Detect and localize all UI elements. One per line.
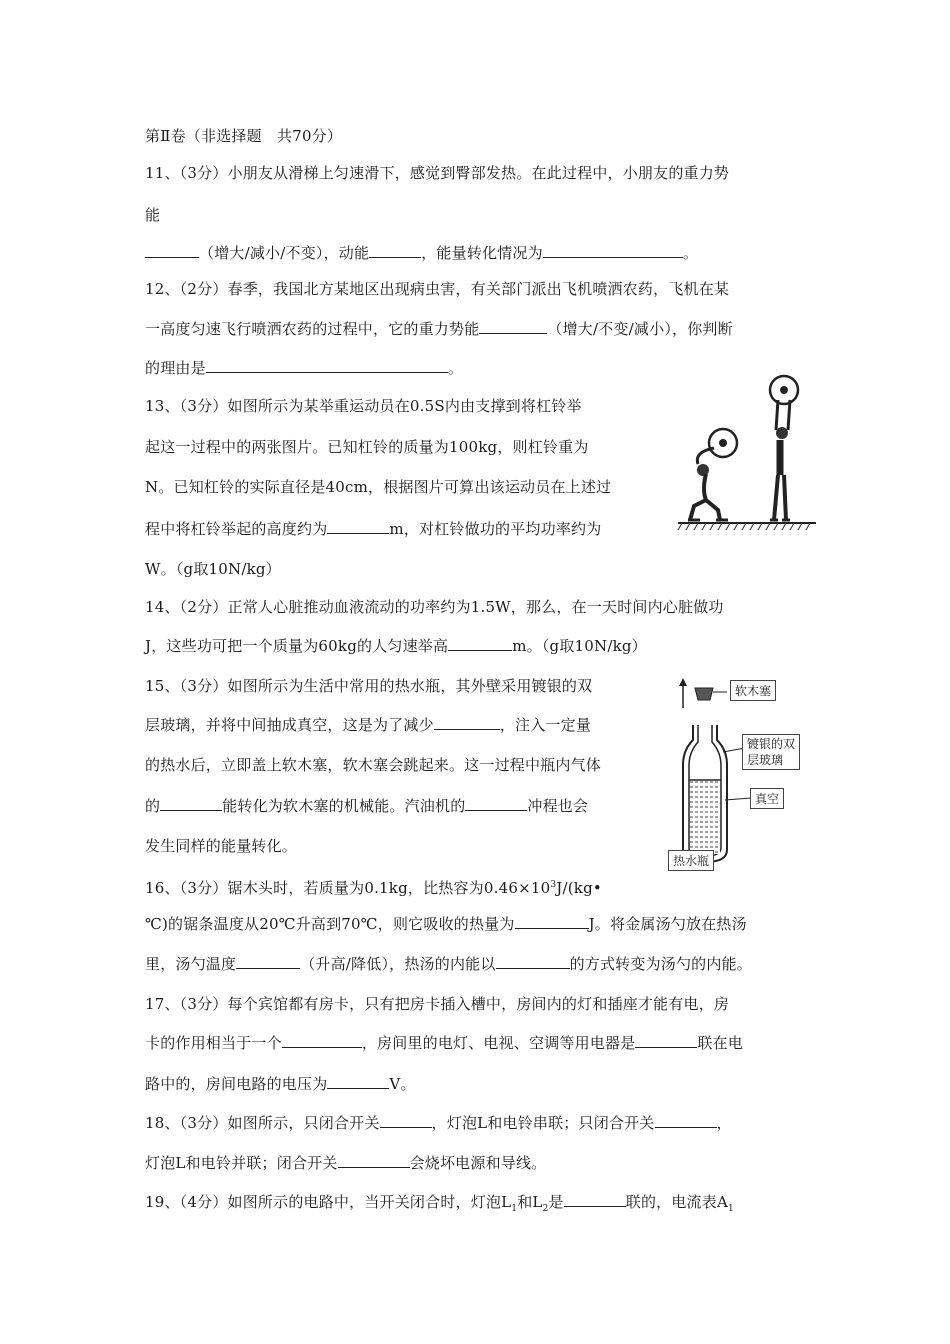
q11-line1: 11、（3分）小朋友从滑梯上匀速滑下，感觉到臀部发热。在此过程中，小朋友的重力势 bbox=[145, 164, 730, 182]
answer-blank[interactable] bbox=[369, 243, 421, 258]
q15-line5: 发生同样的能量转化。 bbox=[145, 837, 298, 855]
weightlifter-figure bbox=[676, 370, 821, 532]
q17-text-a: 卡的作用相当于一个 bbox=[145, 1034, 282, 1052]
q16-text-b: J/(kg• bbox=[556, 879, 602, 897]
q13-line4 bbox=[145, 519, 601, 539]
q15-line4 bbox=[145, 796, 588, 816]
glass-label-line2: 层玻璃 bbox=[747, 753, 784, 767]
q12-line3 bbox=[145, 358, 463, 378]
q12-text-b: （增大/不变/减小），你判断 bbox=[547, 320, 733, 338]
answer-blank[interactable] bbox=[448, 636, 512, 651]
bottle-label: 热水瓶 bbox=[668, 850, 714, 871]
q18-text-e: 会烧坏电源和导线。 bbox=[409, 1154, 547, 1172]
q12-line1: 12、（2分）春季，我国北方某地区出现病虫害，有关部门派出飞机喷洒农药，飞机在某 bbox=[145, 280, 730, 298]
q17-text-d: 路中的，房间电路的电压为 bbox=[145, 1075, 328, 1093]
q16-line1 bbox=[145, 875, 602, 898]
answer-blank[interactable] bbox=[327, 519, 389, 534]
q16-text-e: 里，汤勺温度 bbox=[145, 955, 237, 973]
q19-text-b: 和L bbox=[517, 1193, 543, 1211]
q19-sub3: 1 bbox=[727, 1204, 734, 1214]
glass-label-line1: 镀银的双 bbox=[747, 737, 796, 751]
q16-text-f: （升高/降低），热汤的内能以 bbox=[300, 955, 496, 973]
q16-sup: 3 bbox=[550, 880, 557, 890]
answer-blank[interactable] bbox=[543, 243, 683, 258]
q18-text-d: 灯泡L和电铃并联；闭合开关 bbox=[145, 1154, 338, 1172]
q12-text-d: 。 bbox=[447, 359, 464, 377]
q13-text-b: m，对杠铃做功的平均功率约为 bbox=[389, 520, 602, 538]
q19-text-a: 19、（4分）如图所示的电路中，当开关闭合时，灯泡L bbox=[145, 1193, 512, 1211]
answer-blank[interactable] bbox=[145, 243, 199, 258]
answer-blank[interactable] bbox=[282, 1033, 362, 1048]
q14-line2 bbox=[145, 636, 647, 656]
q16-text-a: 16、（3分）锯木头时，若质量为0.1kg，比热容为0.46×10 bbox=[145, 879, 551, 897]
answer-blank[interactable] bbox=[515, 914, 589, 929]
q11-text-b: ，能量转化情况为 bbox=[421, 244, 543, 262]
q11-line2: 能 bbox=[145, 206, 161, 224]
q16-line3 bbox=[145, 954, 752, 974]
q13-text-a: 程中将杠铃举起的高度约为 bbox=[145, 520, 328, 538]
q17-text-e: V。 bbox=[389, 1075, 416, 1093]
q15-line1: 15、（3分）如图所示为生活中常用的热水瓶，其外壁采用镀银的双 bbox=[145, 677, 593, 695]
answer-blank[interactable] bbox=[338, 1153, 410, 1168]
q13-line2: 起这一过程中的两张图片。已知杠铃的质量为100kg，则杠铃重为 bbox=[145, 438, 589, 456]
answer-blank[interactable] bbox=[236, 954, 300, 969]
q15-text-b: ，注入一定量 bbox=[499, 716, 592, 734]
q15-line2 bbox=[145, 715, 591, 735]
q16-text-c: ℃)的锯条温度从20℃升高到70℃，则它吸收的热量为 bbox=[145, 915, 515, 933]
answer-blank[interactable] bbox=[635, 1033, 697, 1048]
answer-blank[interactable] bbox=[465, 796, 527, 811]
answer-blank[interactable] bbox=[496, 954, 570, 969]
answer-blank[interactable] bbox=[380, 1113, 432, 1128]
cork-label: 软木塞 bbox=[730, 680, 776, 701]
q12-text-c: 的理由是 bbox=[145, 359, 206, 377]
answer-blank[interactable] bbox=[479, 319, 547, 334]
q14-text-b: m。（g取10N/kg） bbox=[512, 637, 647, 655]
q17-line2 bbox=[145, 1033, 743, 1053]
q11-line3 bbox=[145, 243, 698, 263]
q13-line3: N。已知杠铃的实际直径是40cm，根据图片可算出该运动员在上述过 bbox=[145, 478, 612, 496]
q18-line1 bbox=[145, 1113, 732, 1133]
q14-line1: 14、（2分）正常人心脏推动血液流动的功率约为1.5W，那么，在一天时间内心脏做功 bbox=[145, 598, 724, 616]
q16-text-d: J。将金属汤勺放在热汤 bbox=[588, 915, 747, 933]
q17-text-c: 联在电 bbox=[697, 1034, 744, 1052]
q16-line2 bbox=[145, 914, 747, 934]
q17-text-b: ，房间里的电灯、电视、空调等用电器是 bbox=[361, 1034, 636, 1052]
q15-text-c: 的 bbox=[145, 797, 161, 815]
glass-label bbox=[742, 734, 800, 770]
q19-text-d: 联的，电流表A bbox=[625, 1193, 728, 1211]
q11-text-a: （增大/减小/不变），动能 bbox=[199, 244, 370, 262]
q18-line2 bbox=[145, 1153, 546, 1173]
q17-line3 bbox=[145, 1074, 416, 1094]
answer-blank[interactable] bbox=[655, 1113, 717, 1128]
q19-sub2: 2 bbox=[542, 1204, 549, 1214]
q19-line1 bbox=[145, 1192, 734, 1219]
q15-text-d: 能转化为软木塞的机械能。汽油机的 bbox=[222, 797, 466, 815]
q18-text-b: ，灯泡L和电铃串联；只闭合开关 bbox=[431, 1114, 655, 1132]
answer-blank[interactable] bbox=[434, 715, 500, 730]
q16-text-g: 的方式转变为汤勺的内能。 bbox=[569, 955, 752, 973]
q15-line3: 的热水后，立即盖上软木塞，软木塞会跳起来。这一过程中瓶内气体 bbox=[145, 756, 602, 774]
vacuum-label: 真空 bbox=[750, 788, 784, 809]
q18-text-a: 18、（3分）如图所示，只闭合开关 bbox=[145, 1114, 380, 1132]
answer-blank[interactable] bbox=[206, 358, 448, 373]
answer-blank[interactable] bbox=[564, 1192, 626, 1207]
q14-text-a: J，这些功可把一个质量为60kg的人匀速举高 bbox=[145, 637, 449, 655]
q12-text-a: 一高度匀速飞行喷洒农药的过程中，它的重力势能 bbox=[145, 320, 480, 338]
answer-blank[interactable] bbox=[160, 796, 222, 811]
q19-sub1: 1 bbox=[511, 1204, 518, 1214]
q13-line5: W。（g取10N/kg） bbox=[145, 560, 281, 578]
q11-text-c: 。 bbox=[682, 244, 699, 262]
q15-text-a: 层玻璃，并将中间抽成真空，这是为了减少 bbox=[145, 716, 434, 734]
section-title: 第Ⅱ卷（非选择题 共70分） bbox=[145, 127, 343, 145]
q19-text-c: 是 bbox=[548, 1193, 564, 1211]
q13-line1: 13、（3分）如图所示为某举重运动员在0.5S内由支撑到将杠铃举 bbox=[145, 397, 582, 415]
q15-text-e: 冲程也会 bbox=[527, 797, 589, 815]
q18-text-c: ， bbox=[716, 1114, 732, 1132]
q12-line2 bbox=[145, 319, 733, 339]
q17-line1: 17、（3分）每个宾馆都有房卡，只有把房卡插入槽中，房间内的灯和插座才能有电，房 bbox=[145, 995, 730, 1013]
answer-blank[interactable] bbox=[327, 1074, 389, 1089]
